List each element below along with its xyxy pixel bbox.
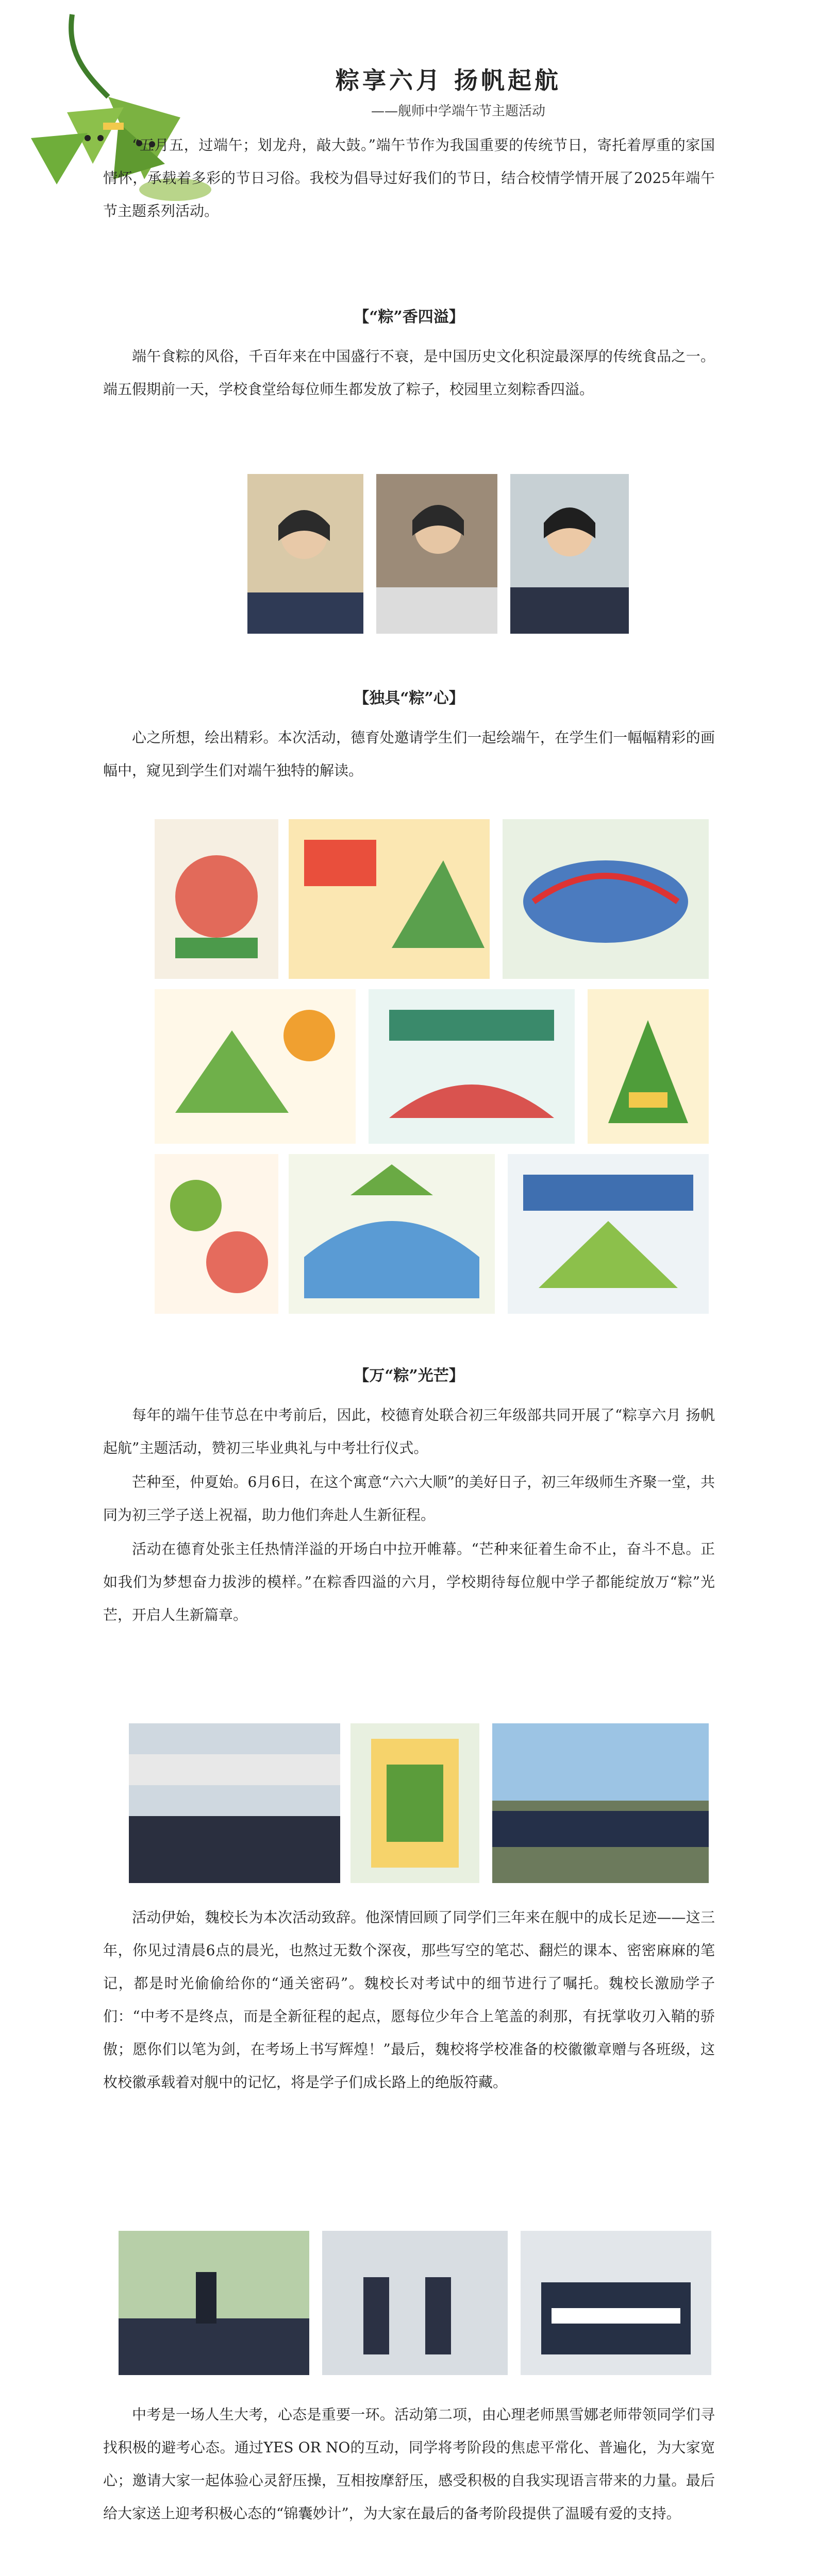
section2-paragraph: 心之所想，绘出精彩。本次活动，德育处邀请学生们一起绘端午，在学生们一幅幅精彩的画幅中，窥见到学生们对端午独特的解读。 — [103, 729, 715, 779]
drawing-6 — [588, 989, 709, 1144]
section3-paragraph-5: 中考是一场人生大考，心态是重要一环。活动第二项，由心理老师黑雪娜老师带领同学们寻找积极的避考心态。通过YES OR NO的互动，同学将考阶段的焦虑平常化、普遍化，为大家宽心；邀请大家一起体验心灵舒压操，互相按摩舒压，感受积极的自我实现语言带来的力量。最后给大家送上迎考积极心态的“锦囊妙计”，为大家在最后的备考阶段提供了温暖有爱的支持。 — [103, 2406, 715, 2522]
photo-student-with-zongzi-3 — [510, 474, 629, 634]
section3-paragraph-4: 活动伊始，魏校长为本次活动致辞。他深情回顾了同学们三年来在舰中的成长足迹——这三年，你见过清晨6点的晨光，也熬过无数个深夜，那些写空的笔芯、翻烂的课本、密密麻麻的笔记，都是时光偷偷给你的“通关密码”。魏校长对考试中的细节进行了嘱托。魏校长激励学子们：“中考不是终点，而是全新征程的起点，愿每位少年合上笔盖的刹那，有抚掌收刃入鞘的骄傲；愿你们以笔为剑，在考场上书写辉煌！”最后，魏校将学校准备的校徽徽章赠与各班级，这枚校徽承载着对舰中的记忆，将是学子们成长路上的绝版符藏。 — [103, 1909, 715, 2091]
drawing-3 — [503, 819, 709, 979]
drawing-7 — [155, 1154, 278, 1314]
section1-paragraph: 端午食粽的风俗，千百年来在中国盛行不衰，是中国历史文化积淀最深厚的传统食品之一。端五假期前一天，学校食堂给每位师生都发放了粽子，校园里立刻粽香四溢。 — [103, 348, 715, 398]
photo-ceremony-students — [129, 1723, 340, 1883]
drawing-4 — [155, 989, 356, 1144]
drawing-5 — [369, 989, 575, 1144]
intro-paragraph: “五月五，过端午；划龙舟，敲大鼓。”端午节作为我国重要的传统节日，寄托着厚重的家国情怀，承载着多彩的节日习俗。我校为倡导过好我们的节日，结合校情学情开展了2025年端午节主题系列活动。 — [103, 137, 715, 219]
section3-paragraph-3: 活动在德育处张主任热情洋溢的开场白中拉开帷幕。“芒种来征着生命不止，奋斗不息。正如我们为梦想奋力拔涉的模样。”在粽香四溢的六月，学校期待每位舰中学子都能绽放万“粽”光芒，开启人生新篇章。 — [103, 1540, 715, 1623]
drawing-8 — [289, 1154, 495, 1314]
section3-paragraph-1: 每年的端午佳节总在中考前后，因此，校德育处联合初三年级部共同开展了“粽享六月 扬帆起航”主题活动，赞初三毕业典礼与中考壮行仪式。 — [103, 1406, 715, 1456]
photo-badge-presentation — [322, 2231, 508, 2375]
photo-class-representatives — [521, 2231, 711, 2375]
photo-event-banner — [350, 1723, 479, 1883]
page-subtitle: ——舰师中学端午节主题活动 — [371, 104, 546, 119]
section-heading-fragrance: 【“粽”香四溢】 — [354, 308, 464, 326]
page-title: 粽享六月 扬帆起航 — [335, 66, 561, 94]
photo-student-with-zongzi-2 — [376, 474, 497, 634]
section-heading-drawings: 【独具“粽”心】 — [354, 689, 464, 707]
drawing-9 — [508, 1154, 709, 1314]
drawing-1 — [155, 819, 278, 979]
photo-assembly-field — [492, 1723, 709, 1883]
photo-student-with-zongzi-1 — [247, 474, 363, 634]
drawing-2 — [289, 819, 490, 979]
section3-paragraph-2: 芒种至，仲夏始。6月6日，在这个寓意“六六大顺”的美好日子，初三年级师生齐聚一堂，共同为初三学子送上祝福，助力他们奔赴人生新征程。 — [103, 1473, 715, 1523]
photo-principal-speech — [119, 2231, 309, 2375]
section-heading-brilliance: 【万“粽”光芒】 — [354, 1367, 464, 1385]
